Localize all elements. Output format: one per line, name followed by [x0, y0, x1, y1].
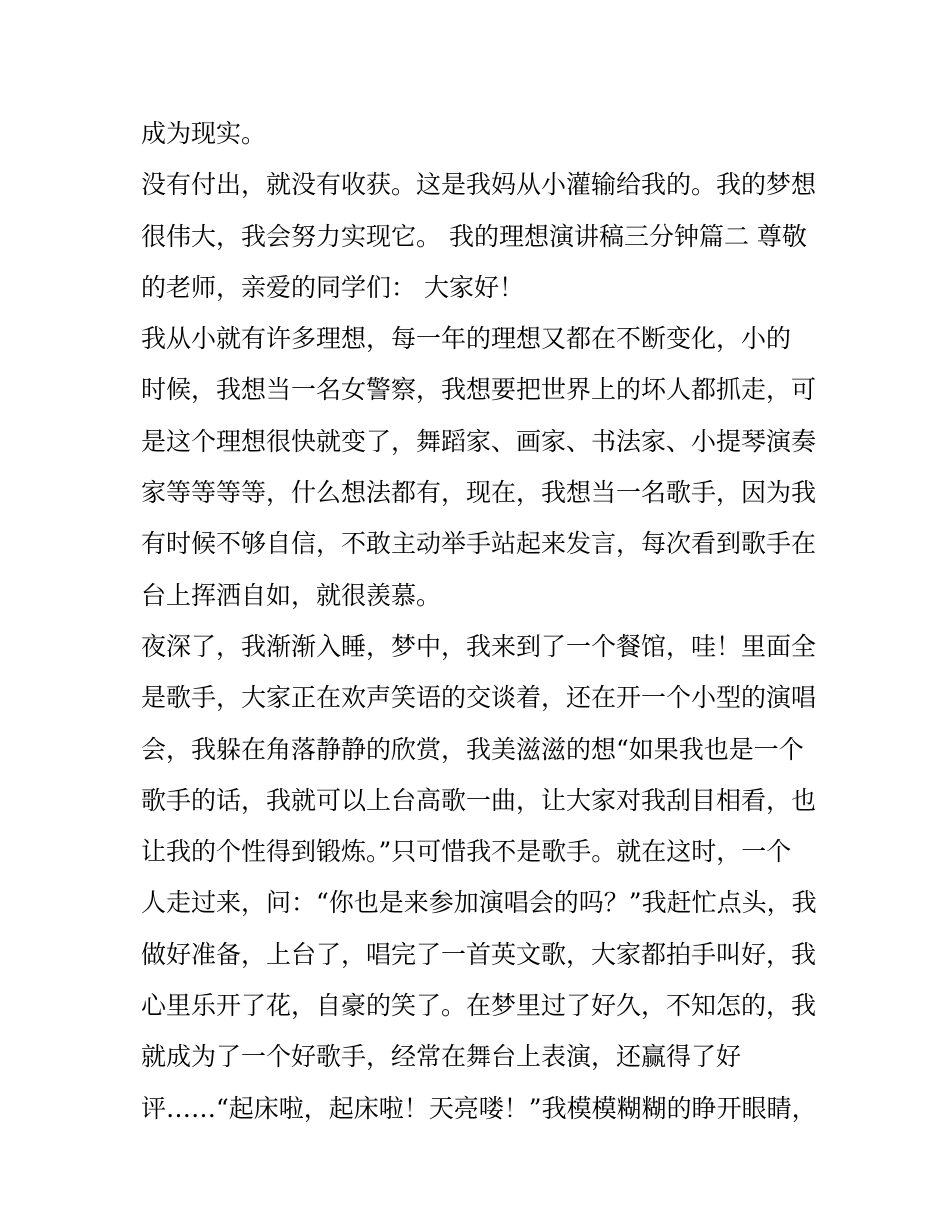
text-line: 我从小就有许多理想，每一年的理想又都在不断变化，小的 [141, 324, 792, 354]
text-line: 的老师，亲爱的同学们： 大家好！ [141, 272, 524, 302]
text-line: 时候，我想当一名女警察，我想要把世界上的坏人都抓走，可 [141, 375, 817, 405]
text-line: 心里乐开了花，自豪的笑了。在梦里过了好久，不知怎的，我 [141, 991, 817, 1021]
text-line: 歌手的话，我就可以上台高歌一曲，让大家对我刮目相看，也 [141, 785, 817, 815]
text-line: 会，我躲在角落静静的欣赏，我美滋滋的想“如果我也是一个 [141, 734, 804, 764]
body-text [141, 108, 821, 1134]
text-line: 做好准备，上台了，唱完了一首英文歌，大家都拍手叫好，我 [141, 939, 817, 969]
text-line: 是歌手，大家正在欢声笑语的交谈着，还在开一个小型的演唱 [141, 683, 817, 713]
text-line: 很伟大，我会努力实现它。 我的理想演讲稿三分钟篇二 尊敬 [141, 221, 807, 251]
text-line: 有时候不够自信，不敢主动举手站起来发言，每次看到歌手在 [141, 529, 817, 559]
text-line: 是这个理想很快就变了，舞蹈家、画家、书法家、小提琴演奏 [141, 426, 817, 456]
text-line: 家等等等等，什么想法都有，现在，我想当一名歌手，因为我 [141, 478, 817, 508]
text-line: 就成为了一个好歌手，经常在舞台上表演，还赢得了好 [141, 1042, 742, 1072]
text-line: 让我的个性得到锻炼。”只可惜我不是歌手。就在这时，一个 [141, 837, 792, 867]
text-line: 成为现实。 [141, 119, 267, 148]
text-line: 夜深了，我渐渐入睡，梦中，我来到了一个餐馆，哇！里面全 [141, 631, 817, 661]
text-line: 评……“起床啦，起床啦！天亮喽！”我模模糊糊的睁开眼睛， [141, 1093, 817, 1123]
text-line: 没有付出，就没有收获。这是我妈从小灌输给我的。我的梦想 [141, 170, 817, 200]
text-line: 台上挥洒自如，就很羡慕。 [141, 580, 442, 610]
text-line: 人走过来，问：“你也是来参加演唱会的吗？”我赶忙点头，我 [141, 888, 817, 918]
